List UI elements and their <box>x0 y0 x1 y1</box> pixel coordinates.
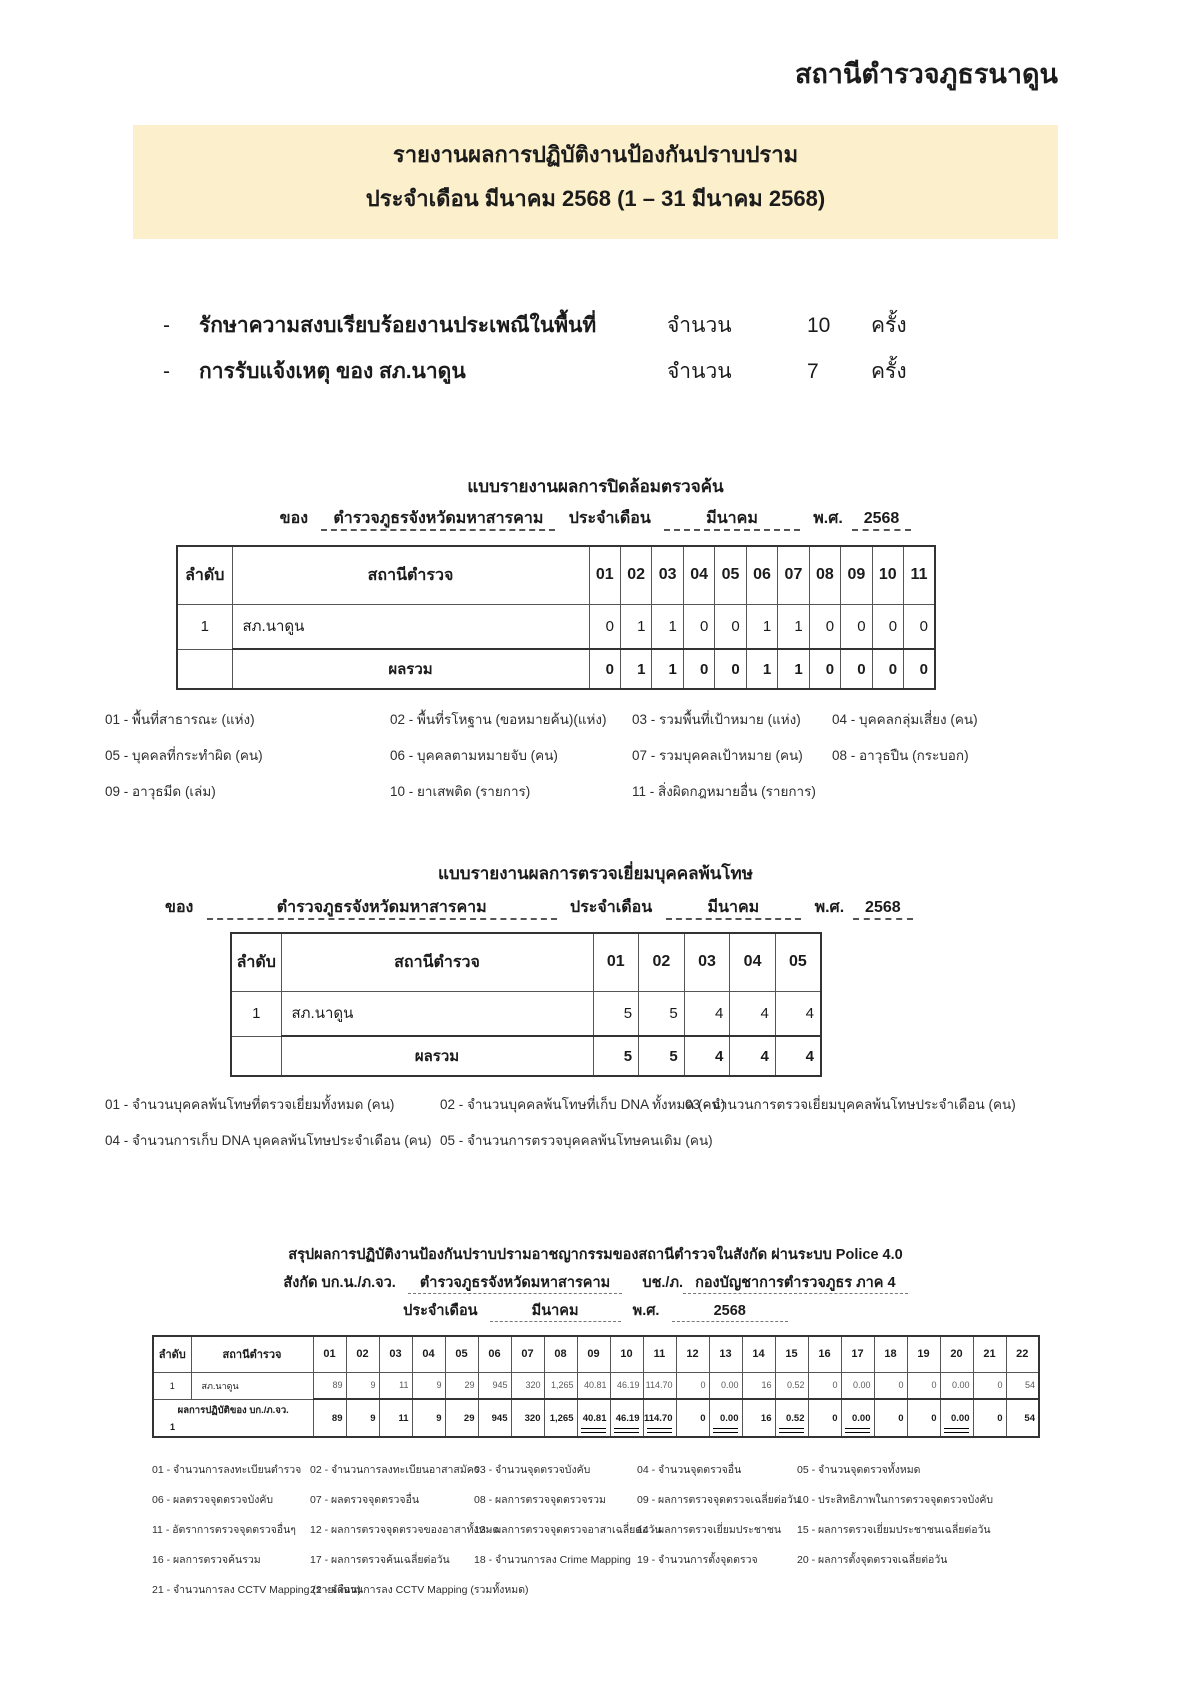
raid-total-cell: 0 <box>841 649 872 689</box>
summary-value: 10 <box>807 314 831 337</box>
month-value: มีนาคม <box>490 1303 621 1322</box>
footnote: 09 - อาวุธมีด (เล่ม) <box>105 784 216 799</box>
column-header: 13 <box>709 1336 742 1372</box>
column-header: 21 <box>973 1336 1006 1372</box>
police40-total-cell: 0.00 <box>940 1399 973 1437</box>
police40-value-cell: 46.19 <box>610 1372 643 1399</box>
table-header-row <box>177 546 935 604</box>
station-name: สภ.นาดูน <box>191 1372 313 1399</box>
raid-value-cell: 0 <box>683 604 714 649</box>
raid-value-cell: 0 <box>872 604 903 649</box>
section-raid-title: แบบรายงานผลการปิดล้อมตรวจค้น <box>467 477 724 496</box>
raid-value-cell: 0 <box>904 604 935 649</box>
column-header: 16 <box>808 1336 841 1372</box>
police40-value-cell: 0 <box>973 1372 1006 1399</box>
raid-total-cell: 1 <box>620 649 651 689</box>
column-header: 01 <box>593 933 639 991</box>
affiliation-prefix: สังกัด บก.น./ภ.จว. <box>283 1275 396 1291</box>
police40-value-cell: 9 <box>412 1372 445 1399</box>
footnote: 20 - ผลการตั้งจุดตรวจเฉลี่ยต่อวัน <box>797 1554 948 1566</box>
total-row <box>177 649 935 689</box>
footnote: 02 - จำนวนบุคคลพ้นโทษที่เก็บ DNA ทั้งหมด (คน) <box>440 1097 726 1112</box>
column-header: 08 <box>809 546 840 604</box>
column-header: 08 <box>544 1336 577 1372</box>
agency-name: ตำรวจภูธรจังหวัดมหาสารคาม <box>408 1275 622 1294</box>
police40-total-cell: 9 <box>346 1399 379 1437</box>
footnote: 02 - จำนวนการลงทะเบียนอาสาสมัคร <box>310 1464 480 1476</box>
footnote: 14 - ผลการตรวจเยี่ยมประชาชน <box>637 1524 782 1536</box>
parolee-total-cell: 5 <box>593 1036 639 1076</box>
police40-value-cell: 945 <box>478 1372 511 1399</box>
parolee-table <box>230 932 822 1077</box>
parolee-total-cell: 4 <box>775 1036 821 1076</box>
footnote: 01 - จำนวนบุคคลพ้นโทษที่ตรวจเยี่ยมทั้งหมด (คน) <box>105 1097 395 1112</box>
station-name: สภ.นาดูน <box>281 991 593 1036</box>
police40-total-cell: 29 <box>445 1399 478 1437</box>
parolee-value-cell: 5 <box>639 991 685 1036</box>
column-header: 15 <box>775 1336 808 1372</box>
column-header: 11 <box>643 1336 676 1372</box>
police40-total-cell: 114.70 <box>643 1399 676 1437</box>
year-value: 2568 <box>672 1303 788 1322</box>
police40-value-cell: 0 <box>808 1372 841 1399</box>
parolee-value-cell: 5 <box>593 991 639 1036</box>
police40-value-cell: 11 <box>379 1372 412 1399</box>
footnote: 19 - จำนวนการตั้งจุดตรวจ <box>637 1554 758 1566</box>
raid-total-cell: 0 <box>589 649 620 689</box>
parolee-value-cell: 4 <box>730 991 776 1036</box>
column-header: 14 <box>742 1336 775 1372</box>
column-header: 06 <box>478 1336 511 1372</box>
column-header: 04 <box>412 1336 445 1372</box>
footnote: 03 - รวมพื้นที่เป้าหมาย (แห่ง) <box>632 712 801 727</box>
of-label: ของ <box>165 899 194 916</box>
parolee-total-cell: 5 <box>639 1036 685 1076</box>
raid-total-cell: 0 <box>683 649 714 689</box>
police40-value-cell: 0.52 <box>775 1372 808 1399</box>
footnote: 11 - สิ่งผิดกฎหมายอื่น (รายการ) <box>632 784 816 799</box>
column-header: 01 <box>313 1336 346 1372</box>
footnote: 02 - พื้นที่รโหฐาน (ขอหมายค้น)(แห่ง) <box>390 712 607 727</box>
column-header: 12 <box>676 1336 709 1372</box>
footnote: 05 - บุคคลที่กระทำผิด (คน) <box>105 748 263 763</box>
row-number: 1 <box>177 604 232 649</box>
report-banner <box>133 125 1058 239</box>
total-label: ผลการปฏิบัติของ บก./ภ.จว. <box>177 1405 289 1417</box>
column-header: 07 <box>511 1336 544 1372</box>
raid-total-cell: 1 <box>778 649 809 689</box>
police40-value-cell: 0 <box>676 1372 709 1399</box>
parolee-value-cell: 4 <box>684 991 730 1036</box>
column-header: 02 <box>620 546 651 604</box>
page-title: สถานีตำรวจภูธรนาดูน <box>794 59 1058 89</box>
raid-value-cell: 1 <box>778 604 809 649</box>
parolee-footnotes <box>105 1097 1191 1149</box>
era-label: พ.ศ. <box>632 1303 660 1319</box>
police40-value-cell: 0 <box>907 1372 940 1399</box>
police40-value-cell: 89 <box>313 1372 346 1399</box>
column-header: 03 <box>684 933 730 991</box>
footnote: 08 - อาวุธปืน (กระบอก) <box>832 748 969 763</box>
police40-value-cell: 114.70 <box>643 1372 676 1399</box>
raid-value-cell: 0 <box>715 604 746 649</box>
total-label: ผลรวม <box>232 649 589 689</box>
raid-value-cell: 0 <box>589 604 620 649</box>
total-row <box>153 1399 1039 1437</box>
raid-total-cell: 0 <box>872 649 903 689</box>
summary-unit-label: จำนวน <box>667 314 732 337</box>
column-header: 17 <box>841 1336 874 1372</box>
summary-label: รักษาความสงบเรียบร้อยงานประเพณีในพื้นที่ <box>199 314 597 337</box>
police40-value-cell: 1,265 <box>544 1372 577 1399</box>
police40-total-cell: 0 <box>808 1399 841 1437</box>
month-value: มีนาคม <box>666 899 802 920</box>
month-label: ประจำเดือน <box>570 899 653 916</box>
police40-value-cell: 0 <box>874 1372 907 1399</box>
total-label-cell <box>153 1399 313 1437</box>
footnote: 05 - จำนวนการตรวจบุคคลพ้นโทษคนเดิม (คน) <box>440 1133 713 1148</box>
section-police40-month-line <box>0 1301 1191 1321</box>
blank-cell <box>231 1036 281 1076</box>
police40-total-cell: 0.00 <box>841 1399 874 1437</box>
police40-value-cell: 40.81 <box>577 1372 610 1399</box>
summary-list <box>163 311 953 387</box>
year-value: 2568 <box>852 510 912 531</box>
footnote: 15 - ผลการตรวจเยี่ยมประชาชนเฉลี่ยต่อวัน <box>797 1524 991 1536</box>
raid-value-cell: 1 <box>652 604 683 649</box>
footnote: 07 - ผลตรวจจุดตรวจอื่น <box>310 1494 420 1506</box>
footnote: 16 - ผลการตรวจค้นรวม <box>152 1554 261 1566</box>
footnote: 03 - จำนวนจุดตรวจบังคับ <box>474 1464 591 1476</box>
footnote: 18 - จำนวนการลง Crime Mapping <box>474 1554 631 1566</box>
table-row <box>153 1372 1039 1399</box>
footnote: 21 - จำนวนการลง CCTV Mapping (รายเดือน) <box>152 1584 361 1596</box>
parolee-total-cell: 4 <box>730 1036 776 1076</box>
column-header: 02 <box>346 1336 379 1372</box>
footnote: 11 - อัตราการตรวจจุดตรวจอื่นๆ <box>152 1524 296 1536</box>
police40-value-cell: 16 <box>742 1372 775 1399</box>
police40-total-cell: 1,265 <box>544 1399 577 1437</box>
month-label: ประจำเดือน <box>403 1303 478 1319</box>
banner-title: รายงานผลการปฏิบัติงานป้องกันปราบปราม <box>392 142 799 167</box>
agency-name: ตำรวจภูธรจังหวัดมหาสารคาม <box>321 510 555 531</box>
column-header: 19 <box>907 1336 940 1372</box>
footnote: 04 - จำนวนจุดตรวจอื่น <box>637 1464 742 1476</box>
list-item <box>163 311 953 341</box>
table-row <box>231 991 821 1036</box>
column-header: 05 <box>775 933 821 991</box>
command-prefix: บช./ภ. <box>642 1275 684 1291</box>
row-number: 1 <box>231 991 281 1036</box>
column-header: 11 <box>904 546 935 604</box>
section-parolee-subtitle <box>165 895 1191 920</box>
police40-value-cell: 0.00 <box>841 1372 874 1399</box>
blank-cell <box>177 649 232 689</box>
column-header: 05 <box>715 546 746 604</box>
list-item <box>163 357 953 387</box>
column-header: 06 <box>746 546 777 604</box>
raid-total-cell: 1 <box>652 649 683 689</box>
police40-total-cell: 16 <box>742 1399 775 1437</box>
era-label: พ.ศ. <box>814 899 845 916</box>
police40-value-cell: 0.00 <box>709 1372 742 1399</box>
station-name: สภ.นาดูน <box>232 604 589 649</box>
footnote: 10 - ประสิทธิภาพในการตรวจจุดตรวจบังคับ <box>797 1494 994 1506</box>
column-header: 09 <box>841 546 872 604</box>
raid-value-cell: 1 <box>620 604 651 649</box>
police40-value-cell: 0.00 <box>940 1372 973 1399</box>
footnote: 13 - ผลการตรวจจุดตรวจอาสาเฉลี่ยต่อวัน <box>474 1524 662 1536</box>
column-header: 03 <box>652 546 683 604</box>
police40-total-cell: 11 <box>379 1399 412 1437</box>
police40-value-cell: 29 <box>445 1372 478 1399</box>
footnote: 04 - บุคคลกลุ่มเสี่ยง (คน) <box>832 712 978 727</box>
police40-value-cell: 54 <box>1006 1372 1039 1399</box>
table-header-row <box>153 1336 1039 1372</box>
total-label: ผลรวม <box>281 1036 593 1076</box>
police40-total-cell: 320 <box>511 1399 544 1437</box>
police40-total-cell: 0 <box>907 1399 940 1437</box>
column-header-station: สถานีตำรวจ <box>191 1336 313 1372</box>
footnote: 01 - พื้นที่สาธารณะ (แห่ง) <box>105 712 255 727</box>
column-header: 22 <box>1006 1336 1039 1372</box>
column-header-no: ลำดับ <box>153 1336 191 1372</box>
column-header: 02 <box>639 933 685 991</box>
column-header-no: ลำดับ <box>231 933 281 991</box>
summary-unit: ครั้ง <box>871 314 907 337</box>
table-header-row <box>231 933 821 991</box>
footnote: 08 - ผลการตรวจจุดตรวจรวม <box>474 1494 606 1506</box>
column-header: 03 <box>379 1336 412 1372</box>
banner-subtitle: ประจำเดือน มีนาคม 2568 (1 – 31 มีนาคม 2568) <box>365 186 826 211</box>
parolee-total-cell: 4 <box>684 1036 730 1076</box>
police40-total-cell: 9 <box>412 1399 445 1437</box>
bullet-dash: - <box>163 314 170 337</box>
police40-total-cell: 46.19 <box>610 1399 643 1437</box>
column-header: 10 <box>610 1336 643 1372</box>
police40-total-cell: 945 <box>478 1399 511 1437</box>
column-header: 09 <box>577 1336 610 1372</box>
summary-value: 7 <box>807 360 819 383</box>
raid-total-cell: 0 <box>904 649 935 689</box>
total-row-number: 1 <box>170 1422 176 1433</box>
summary-label: การรับแจ้งเหตุ ของ สภ.นาดูน <box>199 360 466 383</box>
footnote: 03 - จำนวนการตรวจเยี่ยมบุคคลพ้นโทษประจำเดือน (คน) <box>685 1097 1016 1112</box>
raid-total-cell: 1 <box>746 649 777 689</box>
section-parolee-title: แบบรายงานผลการตรวจเยี่ยมบุคคลพ้นโทษ <box>438 864 753 883</box>
police40-value-cell: 9 <box>346 1372 379 1399</box>
section-raid-subtitle <box>0 506 1191 531</box>
footnote: 12 - ผลการตรวจจุดตรวจของอาสาทั้งหมด <box>310 1524 500 1536</box>
footnote: 17 - ผลการตรวจค้นเฉลี่ยต่อวัน <box>310 1554 450 1566</box>
column-header: 07 <box>778 546 809 604</box>
parolee-value-cell: 4 <box>775 991 821 1036</box>
row-number: 1 <box>153 1372 191 1399</box>
section-police40-title: สรุปผลการปฏิบัติงานป้องกันปราบปรามอาชญากรรมของสถานีตำรวจในสังกัด ผ่านระบบ Police 4.0 <box>288 1247 903 1263</box>
raid-table <box>176 545 936 690</box>
command-name: กองบัญชาการตำรวจภูธร ภาค 4 <box>683 1275 908 1294</box>
footnote: 04 - จำนวนการเก็บ DNA บุคคลพ้นโทษประจำเดือน (คน) <box>105 1133 432 1148</box>
year-value: 2568 <box>853 899 913 920</box>
column-header-no: ลำดับ <box>177 546 232 604</box>
era-label: พ.ศ. <box>813 510 843 527</box>
police40-value-cell: 320 <box>511 1372 544 1399</box>
footnote: 05 - จำนวนจุดตรวจทั้งหมด <box>797 1464 921 1476</box>
footnote: 01 - จำนวนการลงทะเบียนตำรวจ <box>152 1464 302 1476</box>
column-header: 04 <box>730 933 776 991</box>
raid-value-cell: 0 <box>809 604 840 649</box>
summary-unit: ครั้ง <box>871 360 907 383</box>
column-header: 18 <box>874 1336 907 1372</box>
column-header-station: สถานีตำรวจ <box>281 933 593 991</box>
column-header: 04 <box>683 546 714 604</box>
footnote: 06 - บุคคลตามหมายจับ (คน) <box>390 748 558 763</box>
footnote: 09 - ผลการตรวจจุดตรวจเฉลี่ยต่อวัน <box>637 1494 801 1506</box>
police40-total-cell: 89 <box>313 1399 346 1437</box>
police40-total-cell: 0 <box>973 1399 1006 1437</box>
total-row <box>231 1036 821 1076</box>
column-header: 10 <box>872 546 903 604</box>
footnote: 10 - ยาเสพติด (รายการ) <box>390 784 531 799</box>
section-police40-affiliation <box>0 1273 1191 1293</box>
raid-value-cell: 1 <box>746 604 777 649</box>
raid-total-cell: 0 <box>715 649 746 689</box>
footnote: 22 - จำนวนการลง CCTV Mapping (รวมทั้งหมด) <box>310 1584 529 1596</box>
footnote: 06 - ผลตรวจจุดตรวจบังคับ <box>152 1494 274 1506</box>
column-header-station: สถานีตำรวจ <box>232 546 589 604</box>
police40-footnotes <box>152 1464 1191 1597</box>
police40-total-cell: 0.00 <box>709 1399 742 1437</box>
police40-total-cell: 40.81 <box>577 1399 610 1437</box>
raid-footnotes <box>105 712 1191 800</box>
month-value: มีนาคม <box>664 510 800 531</box>
footnote: 07 - รวมบุคคลเป้าหมาย (คน) <box>632 748 803 763</box>
table-row <box>177 604 935 649</box>
police40-total-cell: 0 <box>874 1399 907 1437</box>
police40-total-cell: 54 <box>1006 1399 1039 1437</box>
agency-name: ตำรวจภูธรจังหวัดมหาสารคาม <box>207 899 557 920</box>
bullet-dash: - <box>163 360 170 383</box>
of-label: ของ <box>279 510 309 527</box>
raid-total-cell: 0 <box>809 649 840 689</box>
summary-unit-label: จำนวน <box>667 360 732 383</box>
raid-value-cell: 0 <box>841 604 872 649</box>
column-header: 05 <box>445 1336 478 1372</box>
police40-table <box>152 1335 1040 1438</box>
month-label: ประจำเดือน <box>568 510 651 527</box>
police40-total-cell: 0 <box>676 1399 709 1437</box>
police40-total-cell: 0.52 <box>775 1399 808 1437</box>
column-header: 01 <box>589 546 620 604</box>
column-header: 20 <box>940 1336 973 1372</box>
